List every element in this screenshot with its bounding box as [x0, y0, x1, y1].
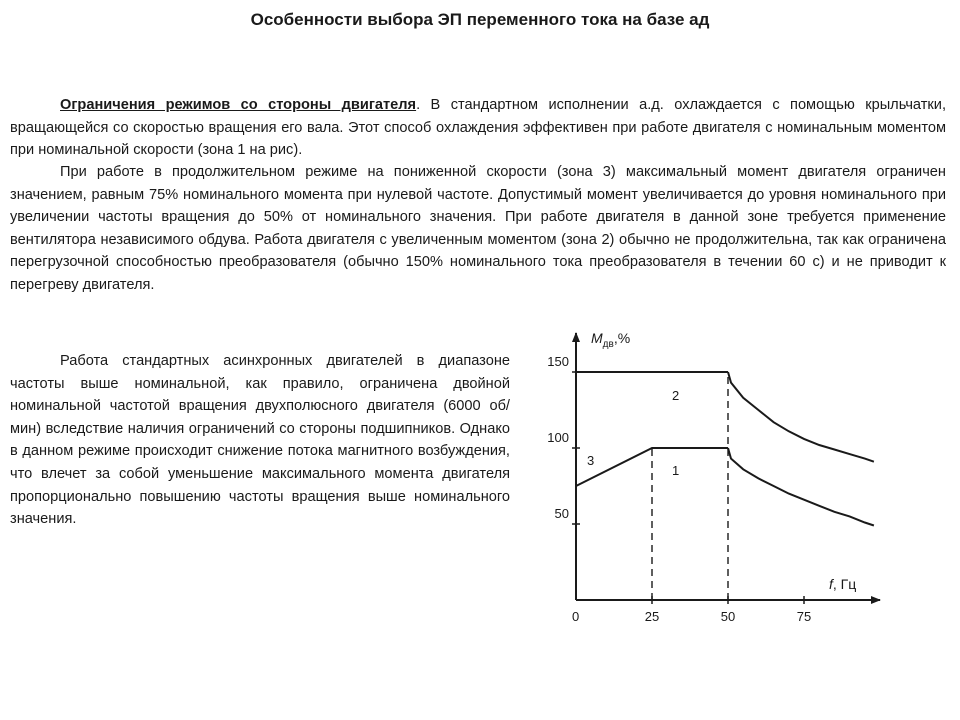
y-tick-label-150: 150: [547, 354, 569, 369]
paragraph-heading: Ограничения режимов со стороны двигателя: [60, 97, 417, 113]
x-axis-label: f, Гц: [829, 576, 857, 592]
y-tick-label-50: 50: [554, 506, 569, 521]
series-line-3: [576, 448, 728, 486]
paragraph-limits: [10, 94, 946, 162]
zone-label-2: 2: [672, 388, 680, 403]
paragraph-text: . В стандартном исполнении а.д. охлаждается с помощью крыльчатки, вращающейся со скоростью вращения его вала. Этот способ охлаждения эффективен при работе двигателя с номинальным моментом при номинальной скорости (зона 1 на рис).: [10, 97, 947, 159]
series-line-4: [728, 448, 874, 526]
series-line-2: [728, 372, 874, 462]
zone-label-1: 1: [672, 463, 680, 478]
zone-label-3: 3: [587, 453, 595, 468]
origin-label: 0: [572, 609, 580, 624]
y-axis-label: $M_{дв},\%$: [591, 330, 631, 350]
y-tick-label-100: 100: [547, 430, 569, 445]
paragraph-high-speed: Работа стандартных асинхронных двигателей в диапазоне частоты выше номинальной, как правило, ограничена двойной номинальной частотой вращения двухполюсного двигателя (6000 об/мин) вследствие наличия ограничений со стороны подшипников. Однако в данном режиме происходит снижение потока магнитного возбуждения, что влечет за собой уменьшение максимального момента двигателя пропорционально повышению частоты вращения выше номинального значения.: [10, 353, 510, 528]
paragraph-low-speed: При работе в продолжительном режиме на пониженной скорости (зона 3) максимальный момент двигателя ограничен значением, равным 75% номинального момента при нулевой частоте. Допустимый момент увеличивается до уровня номинального при увеличении частоты вращения до 50% от номинального значения. При работе двигателя в данной зоне требуется применение вентилятора независимого обдува. Работа двигателя с увеличенным моментом (зона 2) обычно не продолжительна, так как ограничена перегрузочной способностью преобразователя (обычно 150% номинального тока преобразователя в течении 60 с) и не приводит к перегреву двигателя.: [10, 164, 946, 293]
x-tick-label-50: 50: [720, 609, 736, 624]
x-tick-label-25: 25: [644, 609, 660, 624]
slide-title: Особенности выбора ЭП переменного тока на базе ад: [250, 10, 710, 29]
x-tick-label-75: 75: [796, 609, 812, 624]
